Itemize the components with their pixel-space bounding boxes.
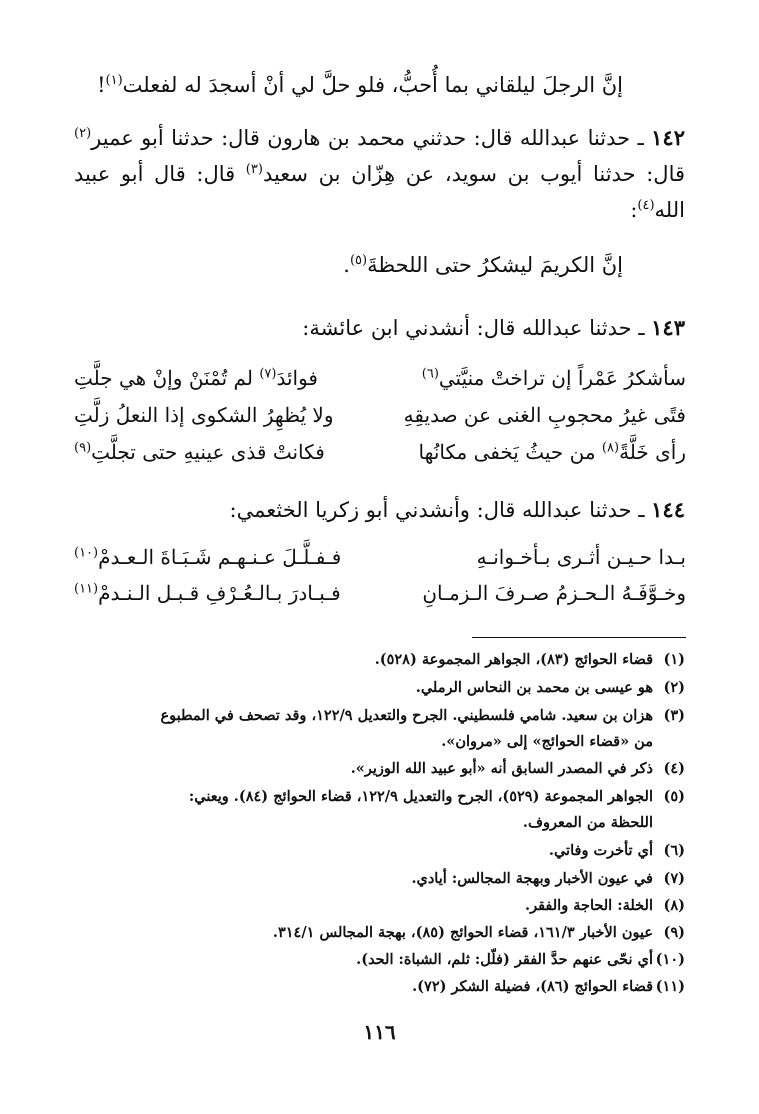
verse-row (74, 545, 686, 577)
footnote-ref: (٩) (74, 440, 92, 456)
footnote-number: (٨) (663, 897, 685, 914)
item-number: ١٤٢ (651, 125, 685, 150)
verse-second-hemistich (74, 581, 341, 605)
footnote (74, 785, 685, 809)
page-number: ١١٦ (363, 1020, 396, 1044)
verse-second-hemistich (74, 545, 341, 569)
quote-line-1 (97, 70, 623, 100)
quote-line-karim (343, 250, 623, 280)
verse-first-hemistich (422, 366, 686, 390)
verse-text: من حيثُ يَخفى مكانُها (418, 440, 602, 464)
footnote-separator (472, 637, 686, 638)
footnote-ref: (٦) (421, 366, 439, 382)
quote-punct: ! (97, 73, 106, 97)
isnad-text-b: قال: حدثنا أيوب بن سويد، عن هِزّان بن سعيد (262, 162, 686, 186)
footnote-text: ذكر في المصدر السابق أنه «أبو عبيد الله الوزير». (350, 760, 653, 777)
verse-text: لم تُمْنَنْ وإنْ هي جلَّتِ (74, 366, 260, 390)
verse-first-hemistich (419, 440, 686, 464)
footnote-number: (٩) (663, 924, 685, 941)
footnote-text: عيون الأخبار ١٦١/٣، قضاء الحوائج (٨٥)، بهجة المجالس ٣١٤/١. (272, 924, 653, 941)
isnad-text-a: ـ حدثنا عبدالله قال: حدثني محمد بن هارون قال: حدثنا أبو عمير (91, 126, 652, 150)
footnote-text: قضاء الحوائج (٨٣)، الجواهر المجموعة (٥٢٨). (374, 651, 653, 668)
footnote-ref: (٥) (349, 253, 368, 268)
verse-text: فكانتْ قذى عينيهِ حتى تجلَّتِ (91, 440, 325, 464)
footnote-text: الجواهر المجموعة (٥٢٩)، الجرح والتعديل ١٢٢/٩، قضاء الحوائج (٨٤). ويعني: (188, 788, 653, 805)
footnote-ref: (٧) (259, 366, 277, 382)
footnote-number: (١١) (655, 978, 685, 995)
footnote-number: (٢) (663, 679, 685, 696)
paragraph-142 (74, 120, 685, 228)
footnote (74, 921, 685, 945)
verse-text: فـفـلَّـلَ عـنـهـم شَـبَـاةَ الـعـدمْ (98, 545, 342, 569)
footnote (74, 839, 685, 863)
verse-text: وخـوَّفَـهُ الـحـزمُ صـرفَ الـزمـانِ (422, 581, 686, 605)
footnote-text: الخلة: الحاجة والفقر. (525, 897, 653, 914)
footnote (74, 894, 685, 918)
paragraph-144 (230, 495, 685, 525)
footnote-ref: (٢) (74, 126, 92, 141)
footnote-number: (٥) (663, 788, 685, 805)
footnote-text: أي نحّى عنهم حدَّ الفقر (فلّل: ثلم، الشباة: الحد). (356, 951, 653, 968)
verse-text: سأشكرُ عَمْراً إن تراختْ منيَّتي (438, 366, 686, 390)
quote-text: إنَّ الرجلَ ليلقاني بما أُحبُّ، فلو حلَّ لي أنْ أسجدَ له لفعلت (122, 73, 623, 97)
footnote-ref: (١) (105, 73, 123, 88)
footnote (74, 948, 685, 972)
footnote-text: هزان بن سعيد. شامي فلسطيني. الجرح والتعديل ١٢٢/٩، وقد تصحف في المطبوع (160, 707, 653, 724)
isnad-text: ـ حدثنا عبدالله قال: وأنشدني أبو زكريا الخثعمي: (229, 498, 652, 522)
footnote-ref: (١٠) (74, 545, 99, 561)
footnote-text: في عيون الأخبار وبهجة المجالس: أيادي. (411, 870, 653, 887)
footnote-number: (٤) (663, 760, 685, 777)
verse-row (74, 403, 686, 435)
verse-text: فتًى غيرُ محجوبِ الغنى عن صديقِهِ (403, 403, 686, 427)
item-number: ١٤٤ (651, 497, 685, 522)
footnote (74, 757, 685, 781)
verse-first-hemistich (422, 581, 686, 605)
footnote-text: من «قضاء الحوائج» إلى «مروان». (441, 733, 653, 750)
item-number: ١٤٣ (651, 315, 685, 340)
verse-text: فـبـادرَ بـالـعُـرْفِ قـبـل الـنـدمْ (98, 581, 341, 605)
footnote-number: (٦) (663, 842, 685, 859)
paragraph-143 (302, 313, 685, 343)
quote-text: إنَّ الكريمَ ليشكرُ حتى اللحظةَ (367, 253, 623, 277)
verse-text: رأى خَلَّةً (619, 440, 686, 464)
verse-text: بـدا حـيـن أثـرى بـأخـوانـهِ (476, 545, 686, 569)
verse-row (74, 440, 686, 472)
footnote-continuation (74, 730, 685, 754)
verse-second-hemistich (74, 366, 318, 390)
verse-second-hemistich (74, 403, 334, 427)
footnote-number: (١) (663, 651, 685, 668)
footnote-continuation (74, 811, 685, 835)
footnote-number: (٧) (663, 870, 685, 887)
quote-punct: . (343, 253, 350, 277)
footnote (74, 648, 685, 672)
isnad-text-c: قال: قال أبو عبيد الله (74, 162, 685, 222)
verse-first-hemistich (404, 403, 686, 427)
footnote-number: (١٠) (655, 951, 685, 968)
footnote (74, 676, 685, 700)
footnote (74, 867, 685, 891)
footnote-ref: (٣) (245, 162, 263, 177)
footnote-text: أي تأخرت وفاتي. (548, 842, 653, 859)
footnote-text: اللحظة من المعروف. (522, 814, 653, 831)
isnad-punct: : (630, 198, 638, 222)
verse-row (74, 581, 686, 613)
verse-text: ولا يُظهِرُ الشكوى إذا النعلُ زلَّتِ (74, 403, 334, 427)
footnote (74, 975, 685, 999)
verse-text: فوائدَ (276, 366, 318, 390)
verse-first-hemistich (477, 545, 686, 569)
footnote-text: هو عيسى بن محمد بن النحاس الرملي. (415, 679, 653, 696)
footnote-text: قضاء الحوائج (٨٦)، فضيلة الشكر (٧٢). (412, 978, 653, 995)
footnote-number: (٣) (663, 707, 685, 724)
isnad-text: ـ حدثنا عبدالله قال: أنشدني ابن عائشة: (302, 316, 652, 340)
footnote-ref: (٨) (601, 440, 620, 456)
verse-row (74, 366, 686, 398)
footnote-ref: (١١) (74, 581, 99, 597)
footnote (74, 704, 685, 728)
footnote-ref: (٤) (637, 198, 655, 213)
verse-second-hemistich (74, 440, 325, 464)
